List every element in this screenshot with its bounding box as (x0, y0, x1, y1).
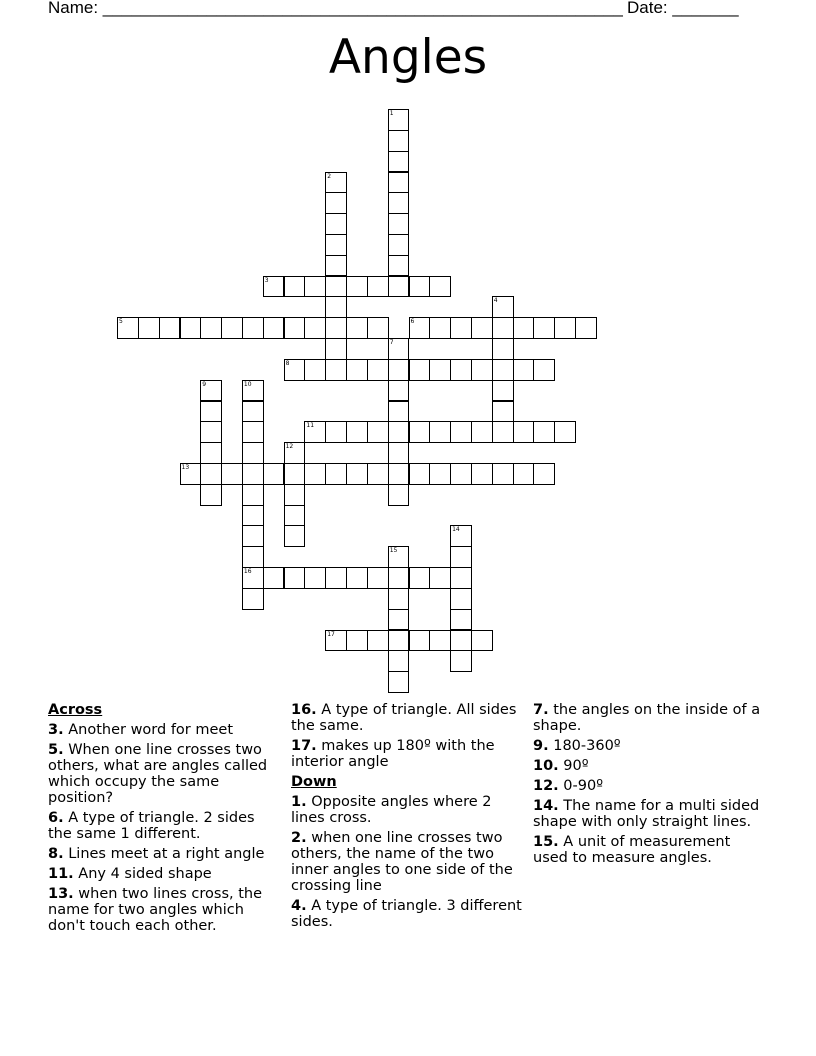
crossword-cell[interactable] (242, 525, 264, 547)
crossword-cell[interactable] (200, 380, 222, 402)
clue-number: 16 (243, 568, 252, 575)
crossword-cell[interactable] (513, 421, 535, 443)
clue-down-1: 1. Opposite angles where 2 lines cross. (291, 794, 492, 826)
crossword-cell[interactable] (346, 421, 368, 443)
crossword-cell[interactable] (284, 463, 306, 485)
clue-number: 4 (493, 297, 498, 305)
clue-number: 13 (181, 463, 190, 471)
crossword-cell[interactable] (388, 463, 410, 485)
crossword-cell[interactable] (263, 317, 285, 339)
clue-number: 6 (410, 318, 415, 326)
crossword-cell[interactable] (450, 546, 472, 568)
clue-number: 5 (119, 318, 123, 326)
crossword-cell[interactable] (388, 588, 410, 610)
crossword-cell[interactable] (554, 421, 576, 443)
crossword-cell[interactable] (304, 567, 326, 589)
crossword-cell[interactable] (242, 463, 264, 485)
crossword-cell[interactable] (492, 317, 514, 339)
crossword-cell[interactable] (429, 630, 451, 652)
crossword-cell[interactable] (554, 317, 576, 339)
crossword-cell[interactable] (284, 505, 306, 527)
crossword-cell[interactable] (388, 567, 410, 589)
clue-number: 10 (243, 380, 252, 388)
crossword-cell[interactable] (325, 567, 347, 589)
crossword-cell[interactable] (304, 317, 326, 339)
clue-column-3 (533, 702, 765, 870)
crossword-cell[interactable] (429, 567, 451, 589)
crossword-cell[interactable] (388, 151, 410, 173)
clue-number: 11 (306, 422, 315, 430)
crossword-cell[interactable] (284, 276, 306, 298)
clue-number: 8 (285, 359, 290, 367)
clue-down-12: 12. 0-90º (533, 778, 604, 794)
crossword-cell[interactable] (533, 463, 555, 485)
clue-across-13: 13. when two lines cross, the name for two angles which don't touch each other. (48, 886, 263, 934)
across-heading: Across (48, 702, 103, 718)
crossword-cell[interactable] (409, 630, 431, 652)
crossword-cell[interactable] (492, 463, 514, 485)
down-heading: Down (291, 774, 337, 790)
page-title: Angles (328, 30, 488, 85)
clue-down-14: 14. The name for a multi sided shape with only straight lines. (533, 798, 760, 830)
clue-number: 7 (389, 339, 394, 346)
clue-number: 1 (389, 110, 394, 117)
clue-across-5: 5. When one line crosses two others, what are angles called which occupy the same position? (48, 742, 268, 806)
crossword-cell[interactable] (388, 671, 410, 693)
crossword-cell[interactable] (325, 630, 347, 652)
crossword-cell[interactable] (450, 588, 472, 610)
crossword-cell[interactable] (533, 421, 555, 443)
crossword-cell[interactable] (450, 525, 472, 547)
clue-across-17: 17. makes up 180º with the interior angle (291, 738, 495, 770)
clue-down-9: 9. 180-360º (533, 738, 621, 754)
crossword-cell[interactable] (180, 463, 202, 485)
crossword-cell[interactable] (284, 442, 306, 464)
crossword-cell[interactable] (388, 380, 410, 402)
crossword-cell[interactable] (304, 421, 326, 443)
crossword-cell[interactable] (450, 567, 472, 589)
crossword-cell[interactable] (388, 630, 410, 652)
crossword-cell[interactable] (471, 317, 493, 339)
clue-number: 3 (264, 276, 269, 284)
crossword-cell[interactable] (325, 317, 347, 339)
crossword-cell[interactable] (346, 463, 368, 485)
crossword-cell[interactable] (492, 421, 514, 443)
crossword-cell[interactable] (450, 359, 472, 381)
clue-number: 15 (389, 547, 398, 555)
crossword-cell[interactable] (429, 463, 451, 485)
crossword-cell[interactable] (471, 630, 493, 652)
crossword-cell[interactable] (242, 484, 264, 506)
crossword-cell[interactable] (242, 546, 264, 568)
crossword-cell[interactable] (409, 276, 431, 298)
crossword-cell[interactable] (388, 213, 410, 235)
crossword-cell[interactable] (367, 359, 389, 381)
crossword-cell[interactable] (346, 317, 368, 339)
crossword-cell[interactable] (221, 463, 243, 485)
crossword-cell[interactable] (242, 380, 264, 402)
crossword-cell[interactable] (263, 567, 285, 589)
crossword-cell[interactable] (513, 359, 535, 381)
clue-across-6: 6. A type of triangle. 2 sides the same 1 different. (48, 810, 255, 842)
crossword-cell[interactable] (533, 359, 555, 381)
crossword-cell[interactable] (263, 463, 285, 485)
crossword-cell[interactable] (242, 588, 264, 610)
clue-across-3: 3. Another word for meet (48, 722, 234, 738)
clue-number: 14 (452, 526, 460, 534)
clue-number: 12 (285, 443, 294, 451)
crossword-cell[interactable] (180, 317, 202, 339)
crossword-cell[interactable] (429, 317, 451, 339)
crossword-cell[interactable] (242, 567, 264, 589)
crossword-cell[interactable] (513, 317, 535, 339)
crossword-cell[interactable] (492, 296, 514, 318)
clue-down-4: 4. A type of triangle. 3 different sides. (291, 898, 522, 930)
crossword-cell[interactable] (429, 276, 451, 298)
crossword-cell[interactable] (117, 317, 139, 339)
crossword-cell[interactable] (242, 317, 264, 339)
crossword-cell[interactable] (200, 463, 222, 485)
crossword-cell[interactable] (388, 276, 410, 298)
crossword-cell[interactable] (367, 463, 389, 485)
crossword-cell[interactable] (450, 609, 472, 631)
clue-across-16: 16. A type of triangle. All sides the same. (291, 702, 517, 734)
crossword-cell[interactable] (200, 317, 222, 339)
crossword-cell[interactable] (200, 484, 222, 506)
crossword-cell[interactable] (471, 463, 493, 485)
crossword-cell[interactable] (284, 359, 306, 381)
clue-number: 17 (327, 630, 335, 638)
clue-down-10: 10. 90º (533, 758, 589, 774)
crossword-cell[interactable] (325, 359, 347, 381)
crossword-cell[interactable] (450, 421, 472, 443)
clue-across-8: 8. Lines meet at a right angle (48, 846, 265, 862)
crossword-cell[interactable] (388, 442, 410, 464)
crossword-cell[interactable] (346, 630, 368, 652)
clue-down-15: 15. A unit of measurement used to measure angles. (533, 834, 731, 866)
crossword-cell[interactable] (471, 421, 493, 443)
crossword-cell[interactable] (429, 359, 451, 381)
crossword-cell[interactable] (346, 276, 368, 298)
clue-number: 9 (202, 380, 207, 388)
crossword-cell[interactable] (138, 317, 160, 339)
crossword-cell[interactable] (388, 172, 410, 194)
crossword-cell[interactable] (492, 401, 514, 423)
crossword-cell[interactable] (284, 317, 306, 339)
clue-number: 2 (327, 172, 332, 180)
crossword-cell[interactable] (325, 463, 347, 485)
crossword-cell[interactable] (388, 109, 410, 131)
crossword-cell[interactable] (388, 255, 410, 277)
crossword-cell[interactable] (388, 234, 410, 256)
name-field[interactable]: Name: _______________________________________________________ (48, 0, 623, 17)
crossword-cell[interactable] (513, 463, 535, 485)
crossword-cell[interactable] (471, 359, 493, 381)
crossword-cell[interactable] (325, 213, 347, 235)
crossword-cell[interactable] (325, 255, 347, 277)
crossword-cell[interactable] (325, 192, 347, 214)
crossword-cell[interactable] (409, 567, 431, 589)
crossword-cell[interactable] (388, 401, 410, 423)
crossword-cell[interactable] (284, 567, 306, 589)
crossword-cell[interactable] (304, 276, 326, 298)
crossword-cell[interactable] (533, 317, 555, 339)
crossword-cell[interactable] (304, 463, 326, 485)
crossword-cell[interactable] (388, 650, 410, 672)
crossword-cell[interactable] (325, 421, 347, 443)
clue-column-2 (291, 702, 523, 934)
crossword-cell[interactable] (367, 630, 389, 652)
crossword-cell[interactable] (200, 401, 222, 423)
crossword-cell[interactable] (325, 296, 347, 318)
crossword-cell[interactable] (242, 401, 264, 423)
crossword-cell[interactable] (200, 421, 222, 443)
clue-across-11: 11. Any 4 sided shape (48, 866, 212, 882)
crossword-cell[interactable] (388, 609, 410, 631)
crossword-cell[interactable] (325, 234, 347, 256)
crossword-cell[interactable] (409, 463, 431, 485)
clue-down-2: 2. when one line crosses two others, the name of the two inner angles to one side of the crossing line (291, 830, 513, 894)
crossword-cell[interactable] (304, 359, 326, 381)
crossword-cell[interactable] (388, 421, 410, 443)
crossword-cell[interactable] (450, 463, 472, 485)
crossword-cell[interactable] (242, 505, 264, 527)
crossword-cell[interactable] (388, 484, 410, 506)
crossword-cell[interactable] (367, 421, 389, 443)
crossword-cell[interactable] (450, 650, 472, 672)
crossword-cell[interactable] (200, 442, 222, 464)
crossword-cell[interactable] (325, 172, 347, 194)
crossword-cell[interactable] (388, 546, 410, 568)
crossword-cell[interactable] (221, 317, 243, 339)
crossword-cell[interactable] (346, 567, 368, 589)
crossword-cell[interactable] (388, 359, 410, 381)
clue-down-7: 7. the angles on the inside of a shape. (533, 702, 761, 734)
crossword-cell[interactable] (367, 276, 389, 298)
date-field[interactable]: Date: _______ (627, 0, 739, 17)
crossword-cell[interactable] (367, 317, 389, 339)
crossword-cell[interactable] (346, 359, 368, 381)
crossword-cell[interactable] (575, 317, 597, 339)
crossword-cell[interactable] (409, 359, 431, 381)
crossword-cell[interactable] (450, 630, 472, 652)
crossword-cell[interactable] (429, 421, 451, 443)
crossword-cell[interactable] (409, 421, 431, 443)
crossword-cell[interactable] (388, 130, 410, 152)
crossword-cell[interactable] (263, 276, 285, 298)
crossword-cell[interactable] (325, 276, 347, 298)
clue-column-1 (48, 702, 278, 938)
crossword-cell[interactable] (388, 338, 410, 360)
crossword-cell[interactable] (492, 359, 514, 381)
crossword-cell[interactable] (242, 442, 264, 464)
crossword-cell[interactable] (284, 525, 306, 547)
crossword-cell[interactable] (159, 317, 181, 339)
crossword-cell[interactable] (242, 421, 264, 443)
crossword-cell[interactable] (409, 317, 431, 339)
crossword-cell[interactable] (492, 338, 514, 360)
crossword-cell[interactable] (388, 192, 410, 214)
crossword-cell[interactable] (492, 380, 514, 402)
crossword-cell[interactable] (284, 484, 306, 506)
crossword-cell[interactable] (450, 317, 472, 339)
crossword-cell[interactable] (367, 567, 389, 589)
crossword-cell[interactable] (325, 338, 347, 360)
